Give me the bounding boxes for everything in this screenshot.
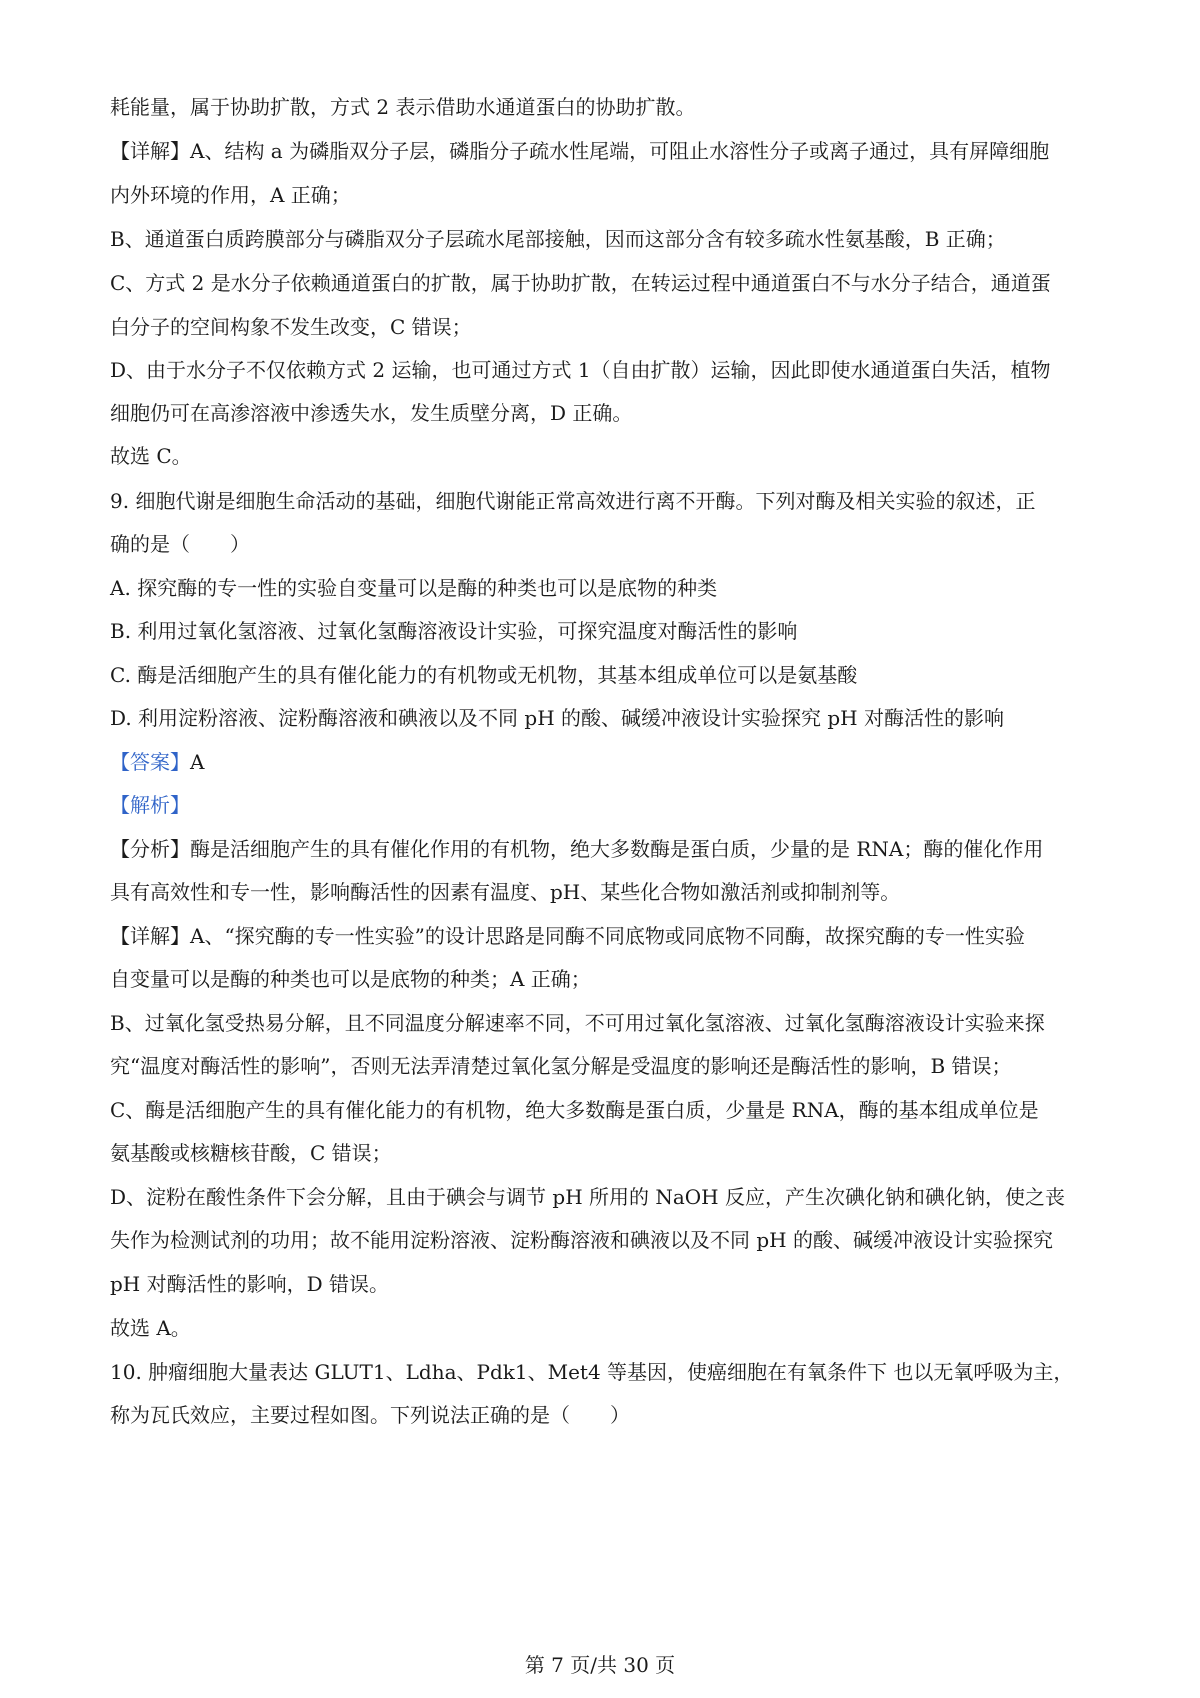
text-line: D、淀粉在酸性条件下会分解，且由于碘会与调节 pH 所用的 NaOH 反应，产生次碘化钠和碘化钠，使之丧 xyxy=(110,1185,1065,1209)
answer-label: 【答案】 xyxy=(110,750,190,774)
analysis-heading: 【解析】 xyxy=(110,793,190,817)
question-9-stem: 9. 细胞代谢是细胞生命活动的基础，细胞代谢能正常高效进行离不开酶。下列对酶及相关实验的叙述，正 xyxy=(110,489,1036,513)
text-line: C、方式 2 是水分子依赖通道蛋白的扩散，属于协助扩散，在转运过程中通道蛋白不与水分子结合，通道蛋 xyxy=(110,271,1051,295)
question-9-stem: 确的是（ ） xyxy=(110,532,250,556)
text-line: B、通道蛋白质跨膜部分与磷脂双分子层疏水尾部接触，因而这部分含有较多疏水性氨基酸，B 正确； xyxy=(110,227,1006,251)
text-line: 故选 A。 xyxy=(110,1316,191,1340)
text-line: 耗能量，属于协助扩散，方式 2 表示借助水通道蛋白的协助扩散。 xyxy=(110,95,696,119)
text-line: C、酶是活细胞产生的具有催化能力的有机物，绝大多数酶是蛋白质，少量是 RNA，酶的基本组成单位是 xyxy=(110,1098,1039,1122)
text-line: 【详解】A、结构 a 为磷脂双分子层，磷脂分子疏水性尾端，可阻止水溶性分子或离子通过，具有屏障细胞 xyxy=(110,139,1050,163)
page-number: 第 7 页/共 30 页 xyxy=(524,1653,676,1677)
option-b: B. 利用过氧化氢溶液、过氧化氢酶溶液设计实验，可探究温度对酶活性的影响 xyxy=(110,619,798,643)
text-line: pH 对酶活性的影响，D 错误。 xyxy=(110,1272,389,1296)
text-line: 自变量可以是酶的种类也可以是底物的种类；A 正确； xyxy=(110,967,591,991)
text-line: 氨基酸或核糖核苷酸，C 错误； xyxy=(110,1141,392,1165)
text-line: 内外环境的作用，A 正确； xyxy=(110,183,351,207)
text-line: 故选 C。 xyxy=(110,444,192,468)
question-10-stem: 10. 肿瘤细胞大量表达 GLUT1、Ldha、Pdk1、Met4 等基因，使癌细胞在有氧条件下 也以无氧呼吸为主， xyxy=(110,1360,1074,1384)
text-line: B、过氧化氢受热易分解，且不同温度分解速率不同，不可用过氧化氢溶液、过氧化氢酶溶液设计实验来探 xyxy=(110,1011,1045,1035)
option-c: C. 酶是活细胞产生的具有催化能力的有机物或无机物，其基本组成单位可以是氨基酸 xyxy=(110,663,858,687)
text-line: 细胞仍可在高渗溶液中渗透失水，发生质壁分离，D 正确。 xyxy=(110,401,633,425)
answer-value: A xyxy=(190,750,205,774)
text-line: D、由于水分子不仅依赖方式 2 运输，也可通过方式 1（自由扩散）运输，因此即使水通道蛋白失活，植物 xyxy=(110,358,1051,382)
text-line: 具有高效性和专一性，影响酶活性的因素有温度、pH、某些化合物如激活剂或抑制剂等。 xyxy=(110,880,901,904)
text-line: 究“温度对酶活性的影响”，否则无法弄清楚过氧化氢分解是受温度的影响还是酶活性的影响，B 错误； xyxy=(110,1054,1012,1078)
option-d: D. 利用淀粉溶液、淀粉酶溶液和碘液以及不同 pH 的酸、碱缓冲液设计实验探究 pH 对酶活性的影响 xyxy=(110,706,1004,730)
answer-line xyxy=(110,747,1104,777)
text-line: 【分析】酶是活细胞产生的具有催化作用的有机物，绝大多数酶是蛋白质，少量的是 RNA；酶的催化作用 xyxy=(110,837,1044,861)
text-line: 白分子的空间构象不发生改变，C 错误； xyxy=(110,315,472,339)
option-a: A. 探究酶的专一性的实验自变量可以是酶的种类也可以是底物的种类 xyxy=(110,576,718,600)
question-10-stem: 称为瓦氏效应，主要过程如图。下列说法正确的是（ ） xyxy=(110,1403,630,1427)
text-line: 失作为检测试剂的功用；故不能用淀粉溶液、淀粉酶溶液和碘液以及不同 pH 的酸、碱缓冲液设计实验探究 xyxy=(110,1228,1053,1252)
text-line: 【详解】A、“探究酶的专一性实验”的设计思路是同酶不同底物或同底物不同酶，故探究酶的专一性实验 xyxy=(110,924,1025,948)
